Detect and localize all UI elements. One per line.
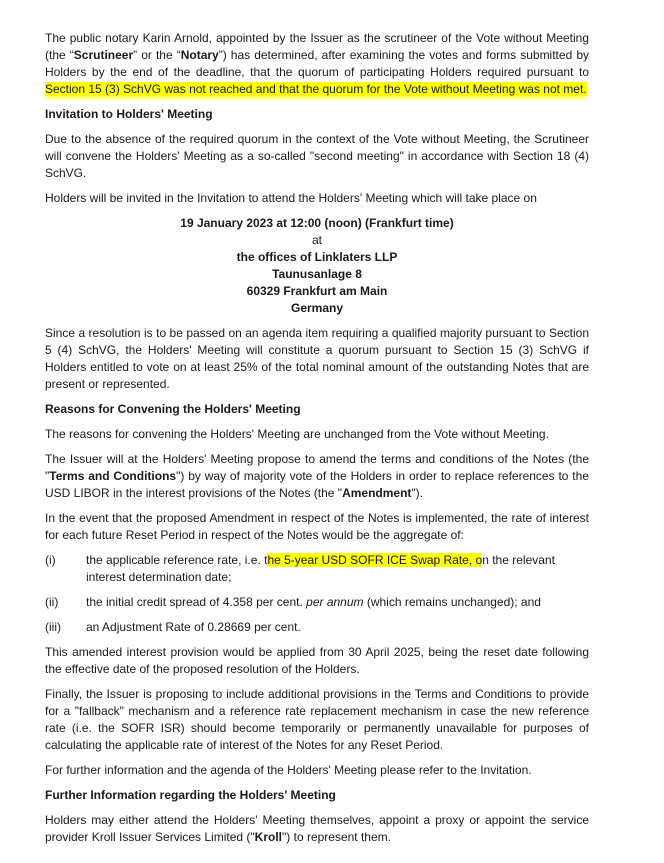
paragraph-absence-of-quorum: Due to the absence of the required quorum in the context of the Vote without Meeting, the Scrutineer will convene the Holders' Meeting as a so-called "second meeting" in accordance with Section 18 (4) SchVG. bbox=[45, 132, 589, 180]
defined-term-kroll: Kroll bbox=[254, 830, 283, 844]
list-item bbox=[45, 619, 589, 636]
paragraph-fallback: Finally, the Issuer is proposing to include additional provisions in the Terms and Conditions to provide for a "fallback" mechanism and a reference rate replacement mechanism in case the new reference rate (i.e. the SOFR ISR) should become temporarily or permanently unavailable for purposes of calculating the applicable rate of interest of the Notes for any Reset Period. bbox=[45, 687, 589, 752]
highlighted-text: he 5-year USD SOFR ICE Swap Rate, o bbox=[267, 553, 483, 567]
paragraph-attendance bbox=[45, 812, 589, 846]
meeting-date: 19 January 2023 at 12:00 (noon) (Frankfurt time) bbox=[180, 216, 454, 230]
text: ” or the “ bbox=[133, 48, 181, 62]
text: ") to represent them. bbox=[282, 830, 391, 844]
text: ”) has determined, after examining the votes and forms submitted by Holders by the end of the deadline, that the quorum of participating Holders required pursuant to bbox=[45, 48, 589, 79]
meeting-venue: the offices of Linklaters LLP bbox=[236, 250, 398, 264]
defined-term-amendment: Amendment bbox=[342, 486, 412, 500]
italic-text: per annum bbox=[306, 595, 364, 609]
list-text bbox=[86, 594, 589, 611]
text: n the relevant interest determination date; bbox=[86, 553, 555, 584]
paragraph-further-info: For further information and the agenda of the Holders' Meeting please refer to the Invitation. bbox=[45, 763, 532, 777]
meeting-city: 60329 Frankfurt am Main bbox=[246, 284, 388, 298]
defined-term-terms: Terms and Conditions bbox=[49, 469, 177, 483]
text: The public notary Karin Arnold, appointed by the Issuer as the scrutineer of the Vote without Meeting (the “ bbox=[45, 31, 589, 62]
heading-further-information: Further Information regarding the Holders' Meeting bbox=[45, 788, 336, 802]
meeting-at: at bbox=[311, 233, 322, 247]
meeting-country: Germany bbox=[290, 301, 344, 315]
text: (which remains unchanged); and bbox=[363, 595, 541, 609]
meeting-details bbox=[45, 215, 589, 317]
text: Holders may either attend the Holders' Meeting themselves, appoint a proxy or appoint the service provider Kroll Issuer Services Limited (" bbox=[45, 813, 589, 844]
heading-reasons: Reasons for Convening the Holders' Meeting bbox=[45, 402, 301, 416]
list-number: (iii) bbox=[45, 620, 61, 634]
text: ") by way of majority vote of the Holders in order to replace references to the USD LIBOR in the interest provisions of the Notes (the " bbox=[45, 469, 589, 500]
heading-invitation: Invitation to Holders' Meeting bbox=[45, 107, 213, 121]
text: the initial credit spread of 4.358 per cent. bbox=[86, 595, 307, 609]
list-number: (ii) bbox=[45, 595, 59, 609]
paragraph-invitation: Holders will be invited in the Invitation to attend the Holders' Meeting which will take place on bbox=[45, 191, 537, 205]
text: "). bbox=[411, 486, 423, 500]
list-item bbox=[45, 552, 589, 586]
paragraph-reasons-unchanged: The reasons for convening the Holders' Meeting are unchanged from the Vote without Meeting. bbox=[45, 427, 549, 441]
list-text bbox=[86, 552, 589, 586]
highlighted-text: Section 15 (3) SchVG was not reached and that the quorum for the Vote without Meeting was not met. bbox=[45, 82, 587, 96]
paragraph-notary-determination bbox=[45, 30, 589, 98]
defined-term-notary: Notary bbox=[180, 48, 219, 62]
paragraph-rate-of-interest: In the event that the proposed Amendment in respect of the Notes is implemented, the rate of interest for each future Reset Period in respect of the Notes would be the aggregate of: bbox=[45, 511, 589, 542]
list-item bbox=[45, 594, 589, 611]
paragraph-proposal bbox=[45, 451, 589, 502]
text: the applicable reference rate, i.e. t bbox=[86, 553, 268, 567]
meeting-street: Taunusanlage 8 bbox=[272, 267, 362, 281]
paragraph-amended-provision: This amended interest provision would be applied from 30 April 2025, being the reset date following the effective date of the proposed resolution of the Holders. bbox=[45, 645, 589, 676]
text: The Issuer will at the Holders' Meeting propose to amend the terms and conditions of the Notes (the " bbox=[45, 452, 589, 483]
paragraph-quorum: Since a resolution is to be passed on an agenda item requiring a qualified majority pursuant to Section 5 (4) SchVG, the Holders' Meeting will constitute a quorum pursuant to Section 15 (3) SchVG if Holders entitled to vote on at least 25% of the total nominal amount of the outstanding Notes that are present or represented. bbox=[45, 326, 589, 391]
list-text: an Adjustment Rate of 0.28669 per cent. bbox=[86, 620, 301, 634]
defined-term-scrutineer: Scrutineer bbox=[73, 48, 134, 62]
list-number: (i) bbox=[45, 553, 56, 567]
